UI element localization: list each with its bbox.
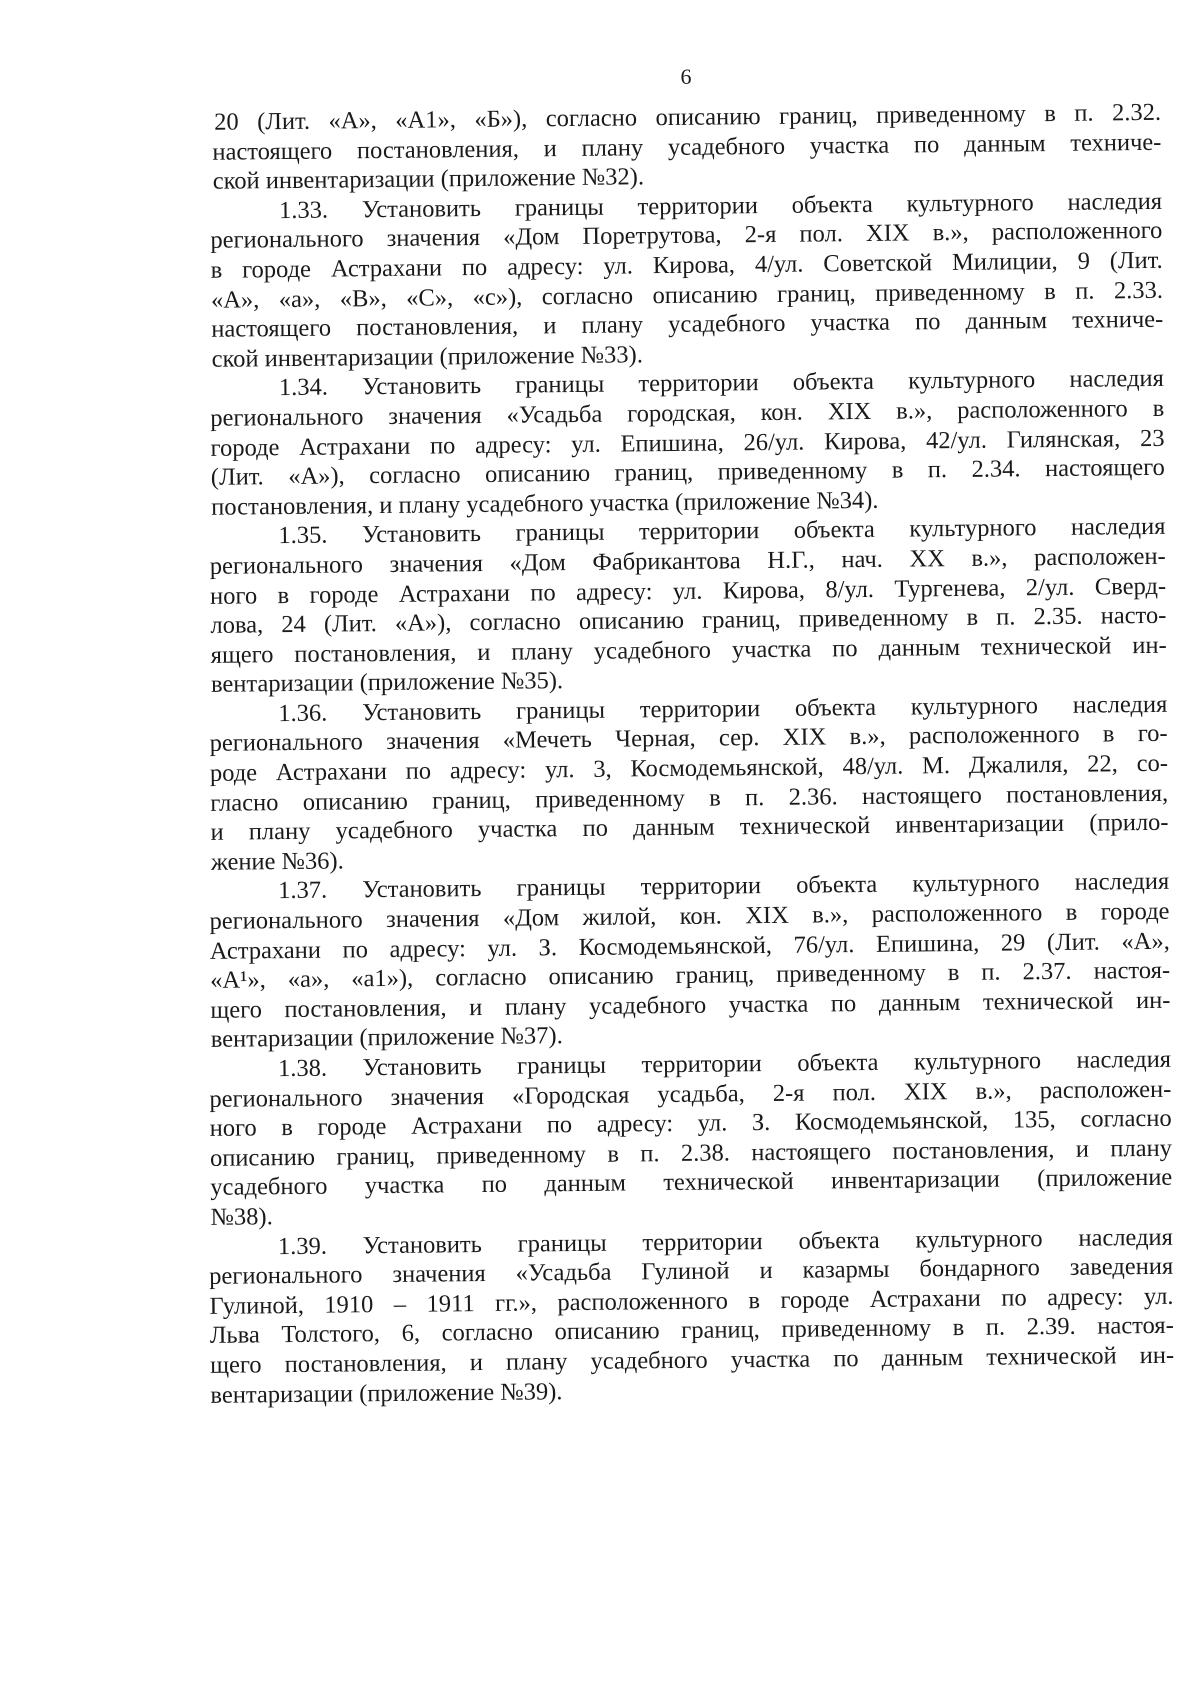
text-line: вентаризации (приложение №35). — [210, 667, 564, 699]
text-line: ного в городе Астрахани по адресу: ул. Кирова, 8/ул. Тургенева, 2/ул. Сверд- — [209, 572, 1167, 610]
text-line: №38). — [210, 1203, 273, 1231]
text-line: городе Астрахани по адресу: ул. Епишина, 26/ул. Кирова, 42/ул. Гилянская, 23 — [210, 424, 1165, 462]
text-line: регионального значения «Городская усадьба, 2-я пол. XIX в.», расположен- — [209, 1075, 1172, 1113]
document-body — [0, 97, 1200, 1412]
text-line: лова, 24 (Лит. «А»), согласно описанию границ, приведенному в п. 2.35. насто- — [210, 601, 1167, 639]
text-line: вентаризации (приложение №37). — [210, 1022, 563, 1054]
paragraph-1-33 — [1, 186, 1200, 376]
text-line: описанию границ, приведенному в п. 2.38. настоящего постановления, и плану — [209, 1134, 1173, 1172]
text-line: Астрахани по адресу: ул. З. Космодемьянской, 76/ул. Епишина, 29 (Лит. «А», — [209, 927, 1170, 965]
text-line: усадебного участка по данным технической инвентаризации (приложение — [210, 1164, 1173, 1202]
text-line: ской инвентаризации (приложение №32). — [212, 163, 645, 195]
text-line: регионального значения «Дом жилой, кон. XIX в.», расположенного в городе — [209, 897, 1170, 935]
text-line: в городе Астрахани по адресу: ул. Кирова, 4/ул. Советской Милиции, 9 (Лит. — [210, 246, 1163, 284]
text-line: и плану усадебного участка по данным технической инвентаризации (прило- — [210, 809, 1169, 847]
text-line: регионального значения «Дом Поретрутова, 2-я пол. XIX в.», расположенного — [210, 217, 1163, 255]
text-line: 1.34. Установить границы территории объекта культурного наследия — [278, 365, 1165, 402]
text-line: гласно описанию границ, приведенному в п. 2.36. настоящего постановления, — [210, 779, 1169, 817]
text-line: регионального значения «Усадьба городская, кон. XIX в.», расположенного в — [210, 394, 1165, 432]
text-line: «А¹», «а», «а1»), согласно описанию границ, приведенному в п. 2.37. настоя- — [209, 957, 1171, 995]
text-line: щего постановления, и плану усадебного участка по данным технической ин- — [210, 1341, 1175, 1379]
text-line: регионального значения «Дом Фабрикантова Н.Г., нач. XX в.», расположен- — [209, 542, 1166, 580]
paragraph-1-37 — [8, 867, 1200, 1057]
text-line: «А», «а», «В», «С», «с»), согласно описанию границ, приведенному в п. 2.33. — [210, 276, 1164, 314]
text-line: вентаризации (приложение №39). — [210, 1377, 563, 1409]
text-line: настоящего постановления, и плану усадебного участка по данным техниче- — [211, 305, 1164, 343]
text-line: 1.37. Установить границы территории объекта культурного наследия — [278, 868, 1170, 905]
text-line: регионального значения «Мечеть Черная, сер. XIX в.», расположенного в го- — [209, 720, 1168, 758]
paragraph-1-32-continuation — [0, 97, 1200, 198]
text-line: ской инвентаризации (приложение №33). — [211, 341, 644, 373]
text-line: 1.39. Установить границы территории объекта культурного наследия — [277, 1223, 1174, 1260]
text-line: регионального значения «Усадьба Гулиной и казармы бондарного заведения — [209, 1252, 1174, 1291]
text-line: жение №36). — [210, 847, 344, 876]
paragraph-1-34 — [3, 364, 1200, 525]
text-line: настоящего постановления, и плану усадебного участка по данным техниче- — [212, 128, 1162, 166]
text-line: 1.35. Установить границы территории объекта культурного наследия — [278, 513, 1166, 550]
paragraph-1-36 — [6, 689, 1200, 879]
paragraph-1-39 — [12, 1222, 1200, 1412]
text-line: щего постановления, и плану усадебного участка по данным технической ин- — [210, 986, 1171, 1024]
text-line: Льва Толстого, 6, согласно описанию границ, приведенному в п. 2.39. настоя- — [209, 1312, 1174, 1350]
text-line: (Лит. «А»), согласно описанию границ, приведенному в п. 2.34. настоящего — [210, 453, 1165, 491]
paragraph-1-35 — [4, 512, 1200, 702]
text-line: 1.38. Установить границы территории объекта культурного наследия — [277, 1045, 1172, 1083]
text-line: 1.33. Установить границы территории объекта культурного наследия — [278, 187, 1163, 224]
text-line: ящего постановления, и плану усадебного участка по данным технической ин- — [210, 631, 1167, 669]
page-number: 6 — [680, 64, 692, 89]
paragraph-1-38 — [10, 1044, 1200, 1234]
text-line: 20 (Лит. «А», «А1», «Б»), согласно описанию границ, приведенному в п. 2.32. — [213, 98, 1162, 136]
text-line: роде Астрахани по адресу: ул. 3, Космодемьянской, 48/ул. М. Джалиля, 22, со- — [209, 749, 1169, 787]
text-line: 1.36. Установить границы территории объекта культурного наследия — [278, 690, 1168, 727]
text-line: Гулиной, 1910 – 1911 гг.», расположенного в городе Астрахани по адресу: ул. — [209, 1282, 1174, 1320]
text-line: ного в городе Астрахани по адресу: ул. З. Космодемьянской, 135, согласно — [209, 1104, 1172, 1143]
text-line: постановления, и плану усадебного участка (приложение №34). — [211, 486, 879, 521]
